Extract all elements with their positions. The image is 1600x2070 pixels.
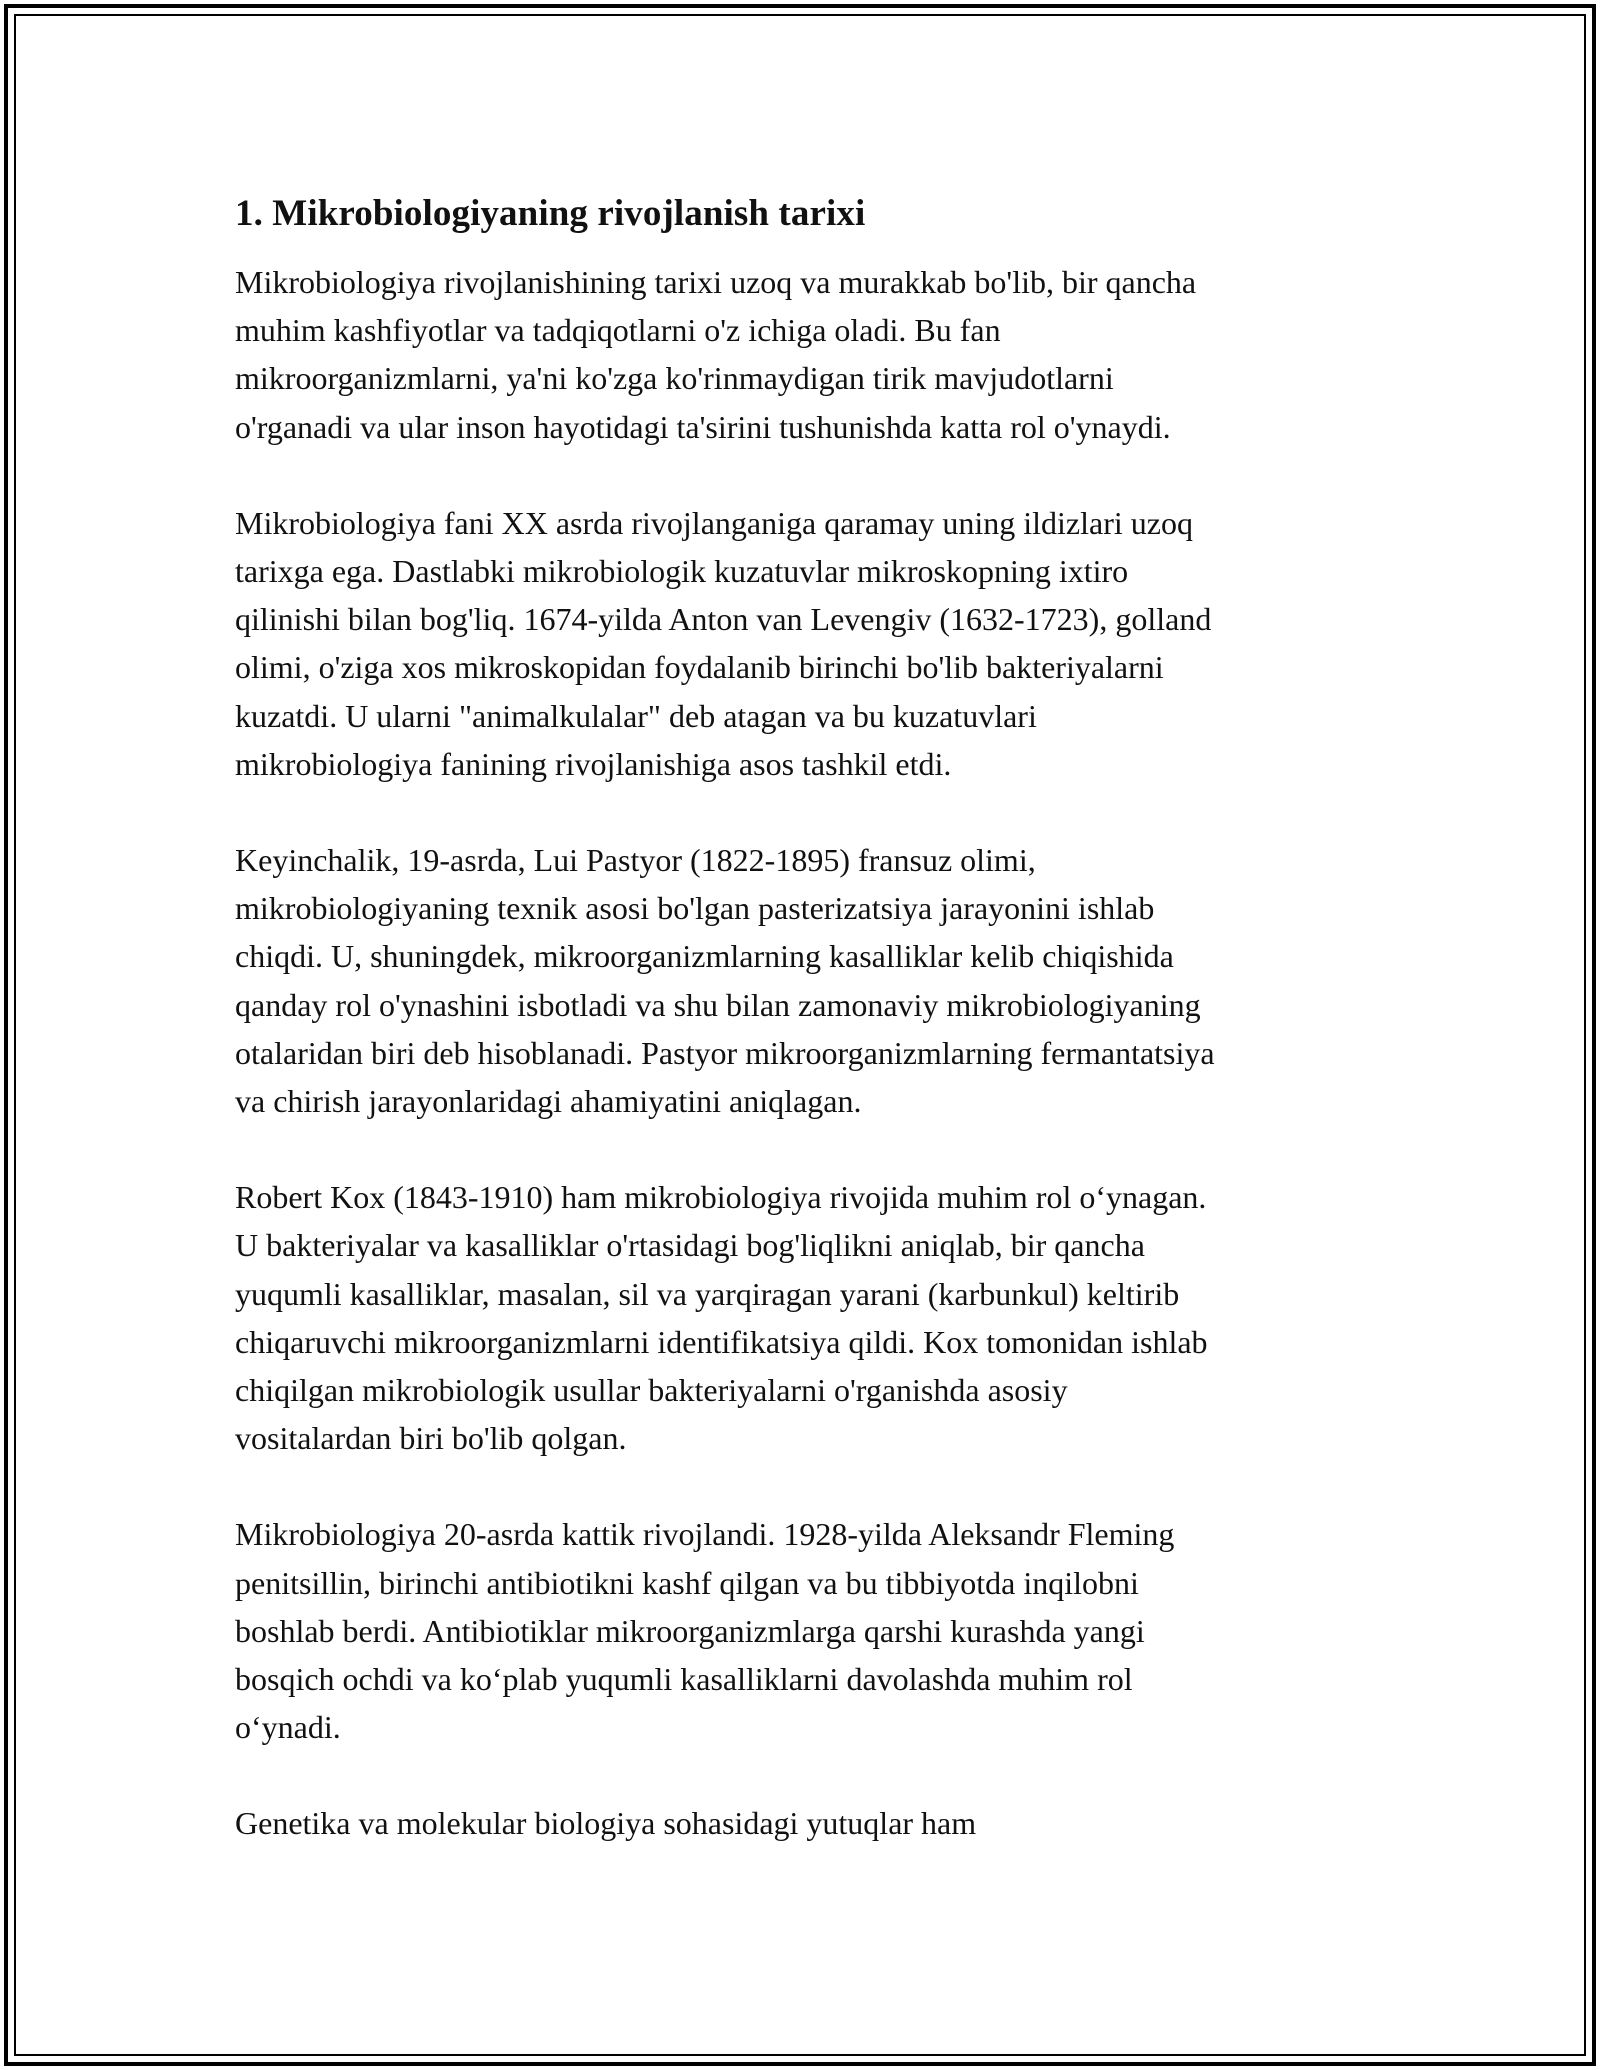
text-line: Keyinchalik, 19-asrda, Lui Pastyor (1822-1895) fransuz olimi, <box>235 842 1036 879</box>
text-line: Mikrobiologiya fani XX asrda rivojlanganiga qaramay uning ildizlari uzoq <box>235 504 1193 541</box>
paragraph-koch <box>235 1173 1375 1462</box>
paragraph-leeuwenhoek <box>235 499 1375 788</box>
text-line: Mikrobiologiya rivojlanishining tarixi uzoq va murakkab bo'lib, bir qancha <box>235 264 1197 300</box>
text-line: tarixga ega. Dastlabki mikrobiologik kuzatuvlar mikroskopning ixtiro <box>235 553 1129 590</box>
text-line: penitsillin, birinchi antibiotikni kashf qilgan va bu tibbiyotda inqilobni <box>235 1564 1139 1601</box>
document-page <box>235 188 1375 1896</box>
paragraph-intro <box>235 258 1375 451</box>
text-line: chiqdi. U, shuningdek, mikroorganizmlarning kasalliklar kelib chiqishida <box>235 938 1174 975</box>
paragraph-pasteur <box>235 836 1375 1125</box>
text-line: va chirish jarayonlaridagi ahamiyatini aniqlagan. <box>235 1083 862 1120</box>
text-line: qanday rol o'ynashini isbotladi va shu bilan zamonaviy mikrobiologiyaning <box>235 986 1201 1023</box>
text-line: o'rganadi va ular inson hayotidagi ta'sirini tushunishda katta rol o'ynaydi. <box>235 408 1171 445</box>
text-line: chiqaruvchi mikroorganizmlarni identifikatsiya qildi. Kox tomonidan ishlab <box>235 1323 1208 1360</box>
text-line: mikrobiologiyaning texnik asosi bo'lgan pasterizatsiya jarayonini ishlab <box>235 890 1155 927</box>
text-line: Robert Kox (1843-1910) ham mikrobiologiya rivojida muhim rol o‘ynagan. <box>235 1179 1207 1216</box>
paragraph-fleming <box>235 1510 1375 1751</box>
text-line: mikroorganizmlarni, ya'ni ko'zga ko'rinmaydigan tirik mavjudotlarni <box>235 360 1114 397</box>
text-line: Mikrobiologiya 20-asrda kattik rivojlandi. 1928-yilda Aleksandr Fleming <box>235 1516 1175 1553</box>
text-line: otalaridan biri deb hisoblanadi. Pastyor mikroorganizmlarning fermantatsiya <box>235 1034 1215 1071</box>
text-line: bosqich ochdi va ko‘plab yuqumli kasalliklarni davolashda muhim rol <box>235 1661 1133 1698</box>
text-line: mikrobiologiya fanining rivojlanishiga asos tashkil etdi. <box>235 745 952 782</box>
text-line: boshlab berdi. Antibiotiklar mikroorganizmlarga qarshi kurashda yangi <box>235 1612 1145 1649</box>
text-line: chiqilgan mikrobiologik usullar bakteriyalarni o'rganishda asosiy <box>235 1372 1068 1409</box>
text-line: olimi, o'ziga xos mikroskopidan foydalanib birinchi bo'lib bakteriyalarni <box>235 649 1164 686</box>
text-line: vositalardan biri bo'lib qolgan. <box>235 1420 627 1457</box>
text-line: kuzatdi. U ularni "animalkulalar" deb atagan va bu kuzatuvlari <box>235 697 1037 734</box>
text-line: o‘ynadi. <box>235 1709 341 1746</box>
text-line: Genetika va molekular biologiya sohasidagi yutuqlar ham <box>235 1805 977 1842</box>
text-line: yuqumli kasalliklar, masalan, sil va yarqiragan yarani (karbunkul) keltirib <box>235 1275 1180 1312</box>
text-line: muhim kashfiyotlar va tadqiqotlarni o'z ichiga oladi. Bu fan <box>235 312 1001 349</box>
text-line: qilinishi bilan bog'liq. 1674-yilda Anton van Levengiv (1632-1723), golland <box>235 601 1212 638</box>
paragraph-genetics <box>235 1799 1375 1847</box>
section-heading: 1. Mikrobiologiyaning rivojlanish tarixi <box>235 193 866 234</box>
text-line: U bakteriyalar va kasalliklar o'rtasidagi bog'liqlikni aniqlab, bir qancha <box>235 1227 1145 1264</box>
